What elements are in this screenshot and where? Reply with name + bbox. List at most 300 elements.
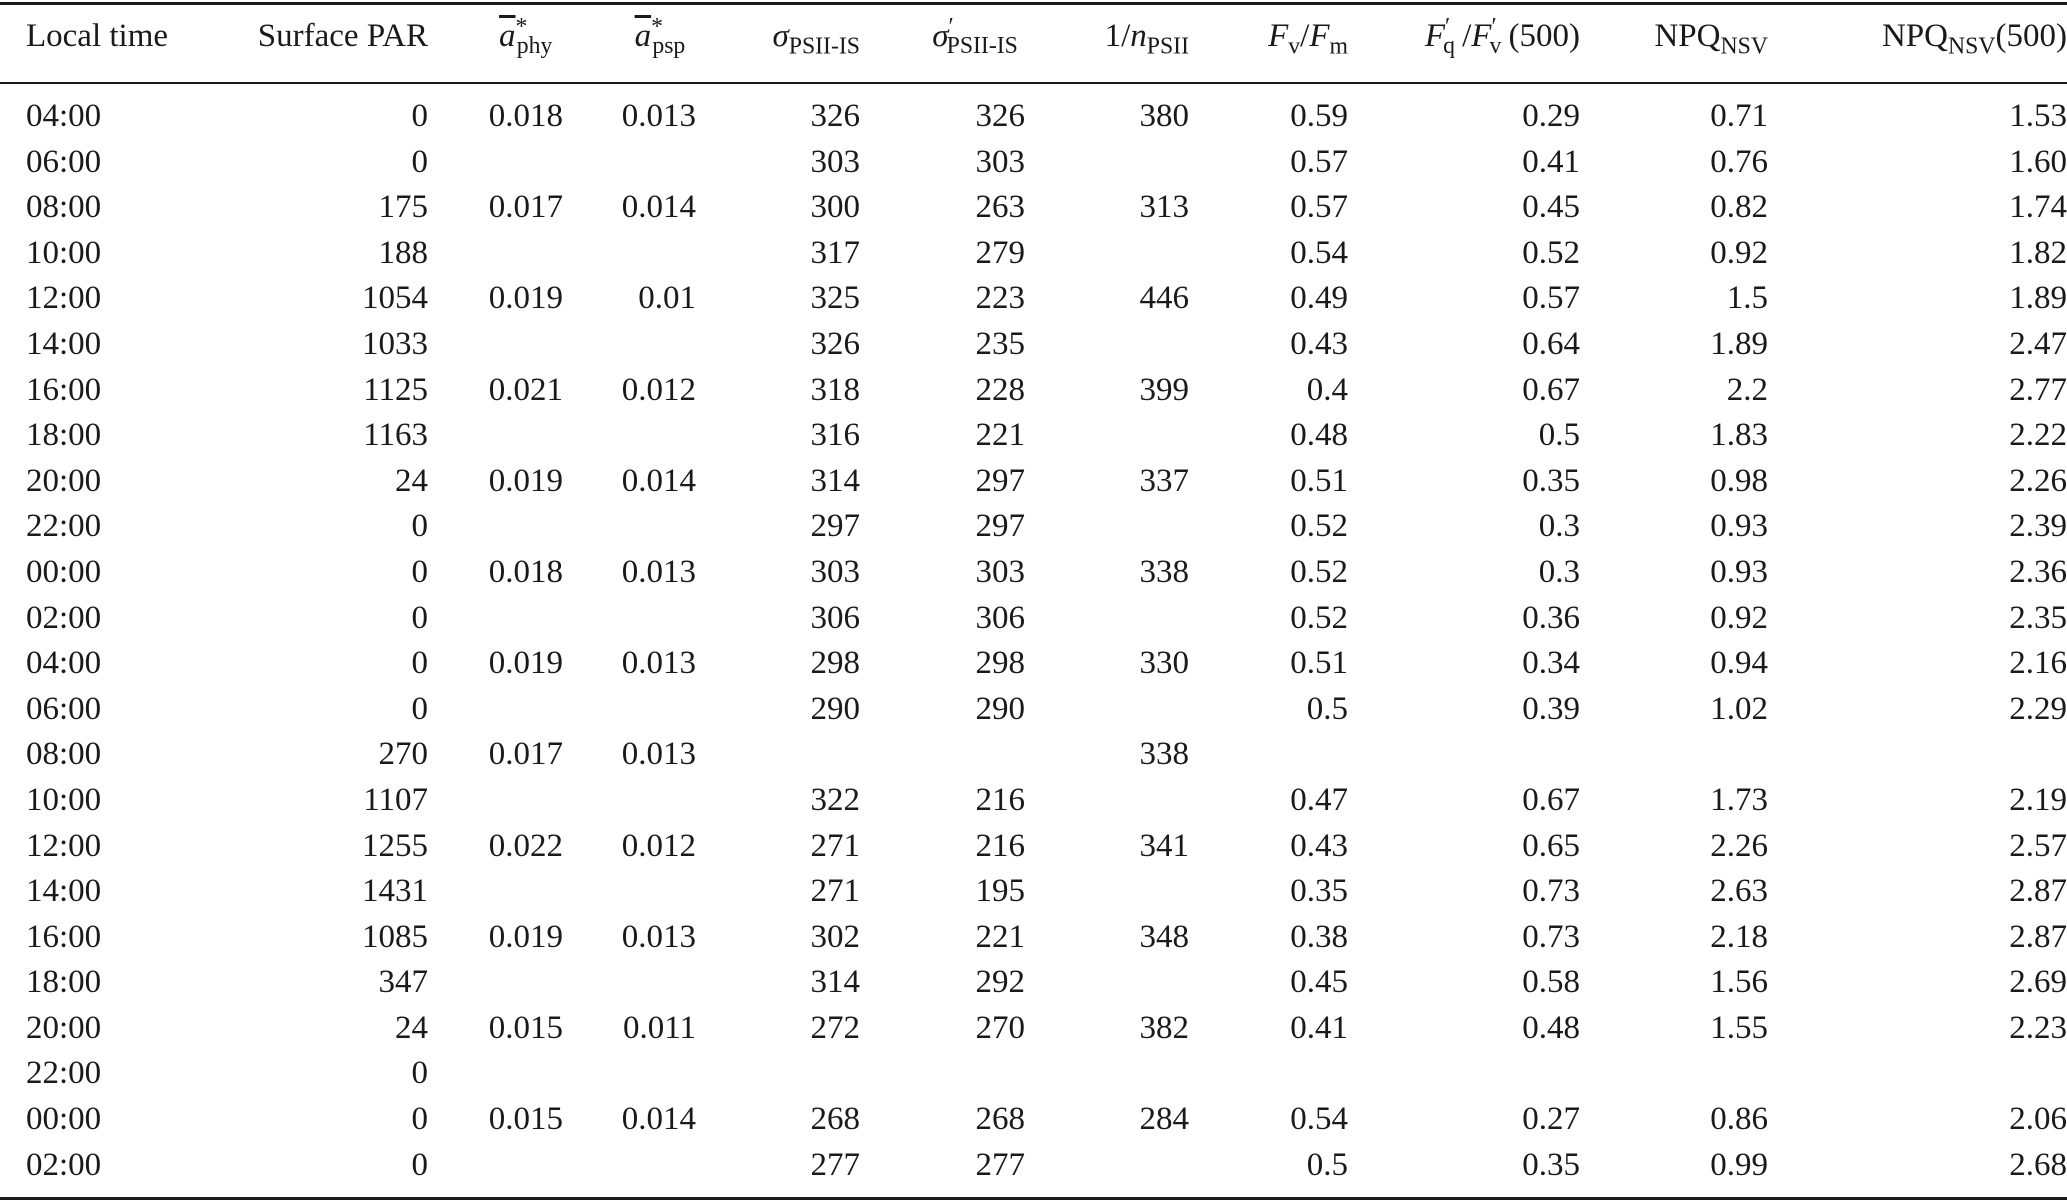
table-cell: 2.87 [2009, 918, 2067, 955]
table-cell: 228 [975, 371, 1025, 408]
table-cell [1025, 960, 1189, 1006]
table-cell: 2.2 [1726, 371, 1768, 408]
table-cell [1025, 322, 1189, 368]
table-cell: 314 [810, 964, 860, 1001]
table-cell: 0.35 [1290, 873, 1348, 910]
table-cell: 2.16 [2009, 645, 2067, 682]
table-cell: 24 [395, 1009, 428, 1046]
table-row [0, 368, 2067, 414]
table-cell: 0 [411, 645, 428, 682]
table-cell: 2.18 [1710, 918, 1768, 955]
table-cell: 0.39 [1522, 690, 1580, 727]
table-cell: 0.29 [1522, 98, 1580, 134]
table-cell: 0.35 [1522, 462, 1580, 499]
table-cell: 0.93 [1710, 508, 1768, 545]
table-cell: 0.51 [1290, 462, 1348, 499]
table-cell [1025, 1051, 1189, 1097]
table-cell: 1.56 [1710, 964, 1768, 1001]
table-cell: 14:00 [26, 873, 102, 910]
table-cell [563, 778, 696, 824]
table-cell: 297 [975, 462, 1025, 499]
table-cell: 0.022 [488, 827, 563, 864]
table-cell: 0.27 [1522, 1101, 1580, 1138]
table-body [0, 82, 2067, 1188]
table-row [0, 641, 2067, 687]
table-cell: 268 [975, 1101, 1025, 1138]
table-cell: 0.012 [621, 827, 696, 864]
table-cell: 303 [810, 143, 860, 180]
table-cell: 0.34 [1522, 645, 1580, 682]
table-cell: 0.41 [1522, 143, 1580, 180]
table-cell [1348, 732, 1580, 778]
table-cell: 24 [395, 462, 428, 499]
table-cell: 1.82 [2009, 234, 2067, 271]
table-cell: 338 [1139, 553, 1189, 590]
table-cell: 0 [411, 1055, 428, 1092]
table-cell: 0.013 [621, 736, 696, 773]
table-cell: 306 [975, 599, 1025, 636]
header-a-psp: $\overline{a}^*_{psp}$ [634, 13, 686, 60]
table-cell [428, 869, 563, 915]
table-cell: 1.02 [1710, 690, 1768, 727]
table-cell: 0.54 [1290, 234, 1348, 271]
table-cell: 0.35 [1522, 1146, 1580, 1183]
table-cell [563, 322, 696, 368]
table-cell: 0.01 [638, 280, 696, 317]
table-cell: 1431 [362, 873, 428, 910]
table-cell: 2.63 [1710, 873, 1768, 910]
table-row [0, 140, 2067, 186]
table-cell: 0.57 [1522, 280, 1580, 317]
table-cell: 2.47 [2009, 325, 2067, 362]
table-cell: 306 [810, 599, 860, 636]
table-cell [428, 413, 563, 459]
table-cell: 1.5 [1726, 280, 1768, 317]
table-row [0, 778, 2067, 824]
table-cell: 277 [975, 1146, 1025, 1183]
table-cell [1025, 869, 1189, 915]
table-cell: 0.4 [1306, 371, 1348, 408]
table-cell: 2.69 [2009, 964, 2067, 1001]
table-cell: 0.73 [1522, 873, 1580, 910]
table-cell: 348 [1139, 918, 1189, 955]
table-row [0, 322, 2067, 368]
table-cell: 298 [810, 645, 860, 682]
header-npq-nsv-500: $NPQ_{NSV}(500)$ [1881, 17, 2067, 60]
table-cell: 313 [1139, 189, 1189, 226]
table-cell: 268 [810, 1101, 860, 1138]
header-fv-fm: $F_v/F_m$ [1268, 17, 1348, 60]
table-cell: 0.013 [621, 553, 696, 590]
table-cell: 0.013 [621, 645, 696, 682]
table-cell: 399 [1139, 371, 1189, 408]
table-cell: 22:00 [26, 1055, 102, 1092]
table-cell: 0.43 [1290, 827, 1348, 864]
table-cell [563, 869, 696, 915]
table-cell: 0.82 [1710, 189, 1768, 226]
table-cell [1580, 1051, 1768, 1097]
table-cell: 297 [975, 508, 1025, 545]
table-cell: 1054 [362, 280, 428, 317]
table-cell: 235 [975, 325, 1025, 362]
table-cell [428, 140, 563, 186]
table-cell: 0.017 [488, 736, 563, 773]
table-row [0, 869, 2067, 915]
table-cell: 1085 [362, 918, 428, 955]
table-cell: 20:00 [26, 1009, 102, 1046]
table-cell: 318 [810, 371, 860, 408]
table-cell: 2.87 [2009, 873, 2067, 910]
table-cell: 0 [411, 690, 428, 727]
table-cell: 0 [411, 143, 428, 180]
table-cell [860, 1051, 1025, 1097]
table-cell: 14:00 [26, 325, 102, 362]
table-cell: 0.36 [1522, 599, 1580, 636]
table-cell: 0.019 [488, 918, 563, 955]
table-cell: 1.53 [2009, 98, 2067, 134]
table-cell [1025, 413, 1189, 459]
table-cell: 0.38 [1290, 918, 1348, 955]
spacer-row [0, 82, 2067, 94]
table-cell: 02:00 [26, 1146, 102, 1183]
table-row [0, 1143, 2067, 1189]
table-row [0, 1006, 2067, 1052]
table-cell: 0 [411, 1101, 428, 1138]
table-cell: 2.19 [2009, 781, 2067, 818]
table-cell: 04:00 [26, 98, 102, 134]
table-cell: 1163 [363, 417, 428, 454]
table-cell: 0.51 [1290, 645, 1348, 682]
table-cell: 0.45 [1522, 189, 1580, 226]
table-cell: 0.57 [1290, 143, 1348, 180]
table-cell: 303 [975, 143, 1025, 180]
table-cell: 2.23 [2009, 1009, 2067, 1046]
table-cell: 0.92 [1710, 234, 1768, 271]
table-row [0, 276, 2067, 322]
table-cell: 341 [1139, 827, 1189, 864]
table-cell: 0.021 [488, 371, 563, 408]
table-cell: 0.014 [621, 1101, 696, 1138]
table-cell: 0.5 [1538, 417, 1580, 454]
table-cell: 0.5 [1306, 690, 1348, 727]
table-cell: 0.012 [621, 371, 696, 408]
table-cell: 2.26 [2009, 462, 2067, 499]
table-cell: 06:00 [26, 143, 102, 180]
table-cell: 314 [810, 462, 860, 499]
table-cell [1025, 687, 1189, 733]
table-cell: 0.98 [1710, 462, 1768, 499]
table-cell: 330 [1139, 645, 1189, 682]
table-cell: 271 [810, 827, 860, 864]
table-cell: 290 [975, 690, 1025, 727]
table-cell: 00:00 [26, 553, 102, 590]
table-cell: 0.92 [1710, 599, 1768, 636]
table-cell: 2.57 [2009, 827, 2067, 864]
table-cell: 0 [411, 508, 428, 545]
table-cell: 272 [810, 1009, 860, 1046]
table-cell: 0.43 [1290, 325, 1348, 362]
table-row [0, 94, 2067, 140]
table-cell [563, 960, 696, 1006]
table-cell: 0.52 [1290, 599, 1348, 636]
table-cell: 12:00 [26, 280, 102, 317]
table-cell: 0.49 [1290, 280, 1348, 317]
table-cell: 0.76 [1710, 143, 1768, 180]
bottom-rule [0, 1197, 2067, 1200]
spacer-cell [0, 82, 2067, 94]
table-cell: 0.54 [1290, 1101, 1348, 1138]
table-cell: 292 [975, 964, 1025, 1001]
table-cell: 0.017 [488, 189, 563, 226]
table-cell: 18:00 [26, 417, 102, 454]
table-cell: 303 [810, 553, 860, 590]
table-row [0, 459, 2067, 505]
table-cell: 0.3 [1538, 553, 1580, 590]
table-cell: 1107 [363, 781, 428, 818]
table-cell: 0.59 [1290, 98, 1348, 134]
table-cell: 1.83 [1710, 417, 1768, 454]
table-cell: 270 [378, 736, 428, 773]
table-row [0, 596, 2067, 642]
table-cell: 2.68 [2009, 1146, 2067, 1183]
table-cell [1768, 732, 2067, 778]
table-cell [428, 231, 563, 277]
table-cell: 06:00 [26, 690, 102, 727]
table-cell: 0.013 [621, 918, 696, 955]
table-cell [1025, 504, 1189, 550]
table-cell [1348, 1051, 1580, 1097]
table-cell: 00:00 [26, 1101, 102, 1138]
header-surface-par: Surface PAR [257, 17, 428, 54]
table-row [0, 960, 2067, 1006]
table-cell: 10:00 [26, 234, 102, 271]
table-cell: 2.35 [2009, 599, 2067, 636]
table-cell: 0.94 [1710, 645, 1768, 682]
table-cell: 270 [975, 1009, 1025, 1046]
table-cell: 0.3 [1538, 508, 1580, 545]
table-row [0, 413, 2067, 459]
table-cell: 1.73 [1710, 781, 1768, 818]
table-cell: 0.86 [1710, 1101, 1768, 1138]
table-cell: 0 [411, 1146, 428, 1183]
table-cell [563, 596, 696, 642]
table-cell: 16:00 [26, 371, 102, 408]
table-cell: 0.019 [488, 280, 563, 317]
table-cell: 0.73 [1522, 918, 1580, 955]
table-cell [563, 504, 696, 550]
table-cell: 0.019 [488, 645, 563, 682]
table-cell: 12:00 [26, 827, 102, 864]
table-cell: 0.015 [488, 1101, 563, 1138]
table-row [0, 915, 2067, 961]
table-cell: 298 [975, 645, 1025, 682]
table-cell: 2.39 [2009, 508, 2067, 545]
table-cell: 08:00 [26, 189, 102, 226]
table-cell: 0.58 [1522, 964, 1580, 1001]
table-cell: 04:00 [26, 645, 102, 682]
table-row [0, 504, 2067, 550]
header-row [0, 0, 2067, 82]
table-cell [563, 140, 696, 186]
table-row [0, 550, 2067, 596]
table-cell: 0.67 [1522, 781, 1580, 818]
table-cell: 0.71 [1710, 98, 1768, 134]
table-cell: 0 [411, 599, 428, 636]
table-cell [696, 732, 860, 778]
table-cell: 0.99 [1710, 1146, 1768, 1183]
table-cell: 325 [810, 280, 860, 317]
table-cell: 1125 [363, 371, 428, 408]
table-cell: 20:00 [26, 462, 102, 499]
table-cell [1189, 732, 1348, 778]
table-cell: 0.018 [488, 98, 563, 134]
table-cell: 10:00 [26, 781, 102, 818]
table-cell: 0.015 [488, 1009, 563, 1046]
table-cell: 188 [378, 234, 428, 271]
table-cell: 216 [975, 827, 1025, 864]
table-row [0, 185, 2067, 231]
table-cell: 223 [975, 280, 1025, 317]
table-cell [1580, 732, 1768, 778]
table-cell: 303 [975, 553, 1025, 590]
table-cell [428, 960, 563, 1006]
table-cell: 446 [1139, 280, 1189, 317]
table-row [0, 1097, 2067, 1143]
table-cell: 195 [975, 873, 1025, 910]
table-cell: 1033 [362, 325, 428, 362]
table-cell [428, 778, 563, 824]
table-cell: 2.26 [1710, 827, 1768, 864]
table-cell [1025, 596, 1189, 642]
table-cell: 1.74 [2009, 189, 2067, 226]
table-cell [428, 1143, 563, 1189]
table-cell: 2.06 [2009, 1101, 2067, 1138]
table-cell: 297 [810, 508, 860, 545]
table-cell [1025, 231, 1189, 277]
table-row [0, 687, 2067, 733]
table-cell: 2.77 [2009, 371, 2067, 408]
table-cell: 279 [975, 234, 1025, 271]
table-cell: 0.52 [1522, 234, 1580, 271]
table-cell: 271 [810, 873, 860, 910]
table-cell: 0 [411, 98, 428, 134]
table-cell: 277 [810, 1146, 860, 1183]
header-a-phy: $\overline{a}^*_{phy}$ [499, 13, 553, 60]
table-cell [1768, 1051, 2067, 1097]
table-cell: 2.36 [2009, 553, 2067, 590]
table-cell: 380 [1139, 98, 1189, 134]
table-cell: 0.018 [488, 553, 563, 590]
table-cell: 1.60 [2009, 143, 2067, 180]
table-cell: 16:00 [26, 918, 102, 955]
table-cell: 337 [1139, 462, 1189, 499]
table-cell: 1255 [362, 827, 428, 864]
table-cell: 0.48 [1522, 1009, 1580, 1046]
table-cell [1025, 1143, 1189, 1189]
table-cell: 0.014 [621, 189, 696, 226]
table-cell [428, 687, 563, 733]
table-cell: 300 [810, 189, 860, 226]
table-cell: 0.64 [1522, 325, 1580, 362]
table-cell: 221 [975, 417, 1025, 454]
table-cell [428, 1051, 563, 1097]
table-cell: 322 [810, 781, 860, 818]
table-cell: 0.48 [1290, 417, 1348, 454]
header-npq-nsv: $NPQ_{NSV}$ [1654, 17, 1768, 60]
header-local-time: Local time [26, 17, 169, 54]
table-cell: 382 [1139, 1009, 1189, 1046]
table-cell [563, 1051, 696, 1097]
table-cell: 0.65 [1522, 827, 1580, 864]
table-cell: 316 [810, 417, 860, 454]
table-cell: 22:00 [26, 508, 102, 545]
table-cell: 0.014 [621, 462, 696, 499]
table-cell: 0.52 [1290, 508, 1348, 545]
header-fq-fv-500: $F'_q$ $/F'_v$ (500) [1424, 13, 1580, 60]
table-cell: 1.89 [2009, 280, 2067, 317]
table-cell [563, 231, 696, 277]
table-cell: 347 [378, 964, 428, 1001]
table-cell: 221 [975, 918, 1025, 955]
table-cell [1025, 140, 1189, 186]
table-cell: 0.45 [1290, 964, 1348, 1001]
table-cell: 2.29 [2009, 690, 2067, 727]
table-cell: 175 [378, 189, 428, 226]
table-row [0, 231, 2067, 277]
table-cell: 0.013 [621, 98, 696, 134]
table-cell: 0.41 [1290, 1009, 1348, 1046]
table-row [0, 732, 2067, 778]
table-cell: 0.011 [622, 1009, 696, 1046]
header-inv-n-psii: $1/n_{PSII}$ [1104, 17, 1189, 60]
table-cell: 290 [810, 690, 860, 727]
table-cell: 338 [1139, 736, 1189, 773]
table-cell [563, 413, 696, 459]
table-cell: 0.67 [1522, 371, 1580, 408]
table-cell [860, 732, 1025, 778]
header-sigma-prime-psii: $\sigma'_{PSII-IS}$ [932, 13, 1018, 60]
table-cell [696, 1051, 860, 1097]
table-cell: 0.93 [1710, 553, 1768, 590]
table-cell: 18:00 [26, 964, 102, 1001]
table-cell: 0.019 [488, 462, 563, 499]
table-cell [1025, 778, 1189, 824]
table-cell: 284 [1139, 1101, 1189, 1138]
table-cell [563, 687, 696, 733]
table-row [0, 1051, 2067, 1097]
table-cell: 0.5 [1306, 1146, 1348, 1183]
table-cell [428, 322, 563, 368]
table-cell: 216 [975, 781, 1025, 818]
table-cell: 0.52 [1290, 553, 1348, 590]
table-cell [428, 504, 563, 550]
table-cell: 326 [810, 325, 860, 362]
table-cell: 302 [810, 918, 860, 955]
table-cell [428, 596, 563, 642]
table-cell: 0.47 [1290, 781, 1348, 818]
table-cell: 2.22 [2009, 417, 2067, 454]
table-cell: 1.55 [1710, 1009, 1768, 1046]
table-cell: 08:00 [26, 736, 102, 773]
table-cell: 326 [810, 98, 860, 134]
table-cell: 326 [975, 98, 1025, 134]
table-cell: 02:00 [26, 599, 102, 636]
table-row [0, 824, 2067, 870]
table-cell: 0 [411, 553, 428, 590]
table-cell [1189, 1051, 1348, 1097]
table-cell: 0.57 [1290, 189, 1348, 226]
table-cell: 1.89 [1710, 325, 1768, 362]
